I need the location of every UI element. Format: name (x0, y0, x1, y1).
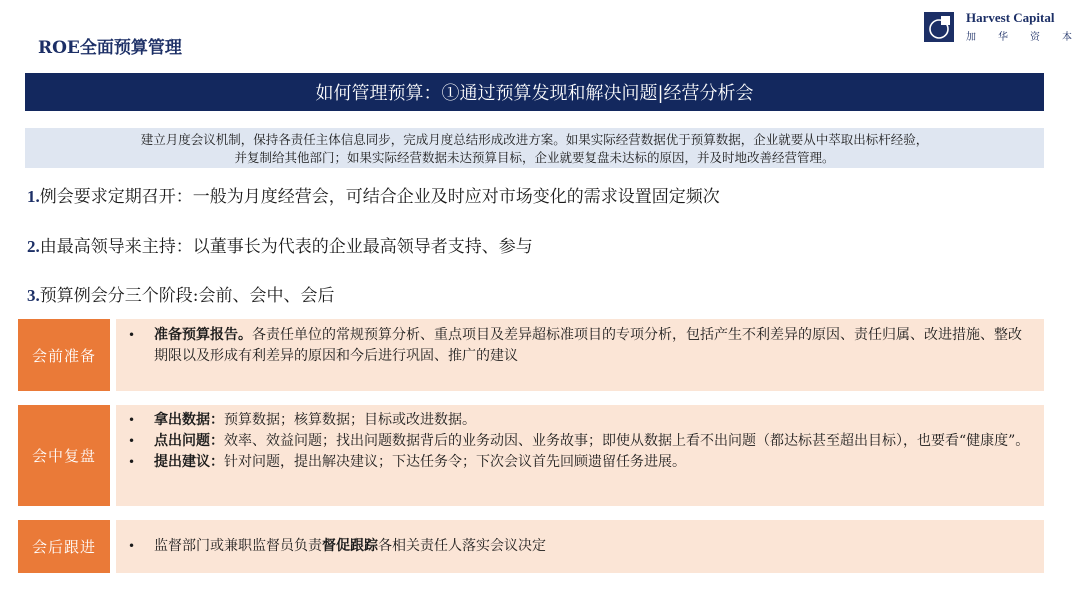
stage-label: 会前准备 (18, 319, 110, 391)
list-item: • 拿出数据：预算数据；核算数据；目标或改进数据。 (126, 410, 1034, 431)
list-item: • 准备预算报告。各责任单位的常规预算分析、重点项目及差异超标准项目的专项分析，包括产生不利差异的原因、责任归属、改进措施、整改期限以及形成有利差异的原因和今后进行巩固、推广的建议 (128, 327, 1022, 364)
stage-post-meeting (18, 520, 1044, 573)
point-3: 3.预算例会分三个阶段:会前、会中、会后 (27, 286, 335, 306)
intro-box (25, 128, 1044, 168)
bullet-icon: • (128, 539, 136, 553)
point-1: 1.例会要求定期召开：一般为月度经营会，可结合企业及时应对市场变化的需求设置固定频次 (27, 187, 720, 207)
bullet-icon: • (128, 434, 136, 448)
bullet-icon: • (128, 413, 136, 427)
stage-body (116, 405, 1044, 506)
logo-mark-icon (924, 12, 954, 42)
point-2: 2.由最高领导来主持：以董事长为代表的企业最高领导者支持、参与 (27, 237, 533, 257)
stage-pre-meeting (18, 319, 1044, 391)
stage-body (116, 520, 1044, 573)
stage-body (116, 319, 1044, 391)
bullet-icon: • (128, 328, 136, 342)
logo-text-cn: 加 华 资 本 (966, 32, 1072, 43)
stage-label: 会后跟进 (18, 520, 110, 573)
stage-label: 会中复盘 (18, 405, 110, 506)
stage-in-meeting (18, 405, 1044, 506)
list-item: • 监督部门或兼职监督员负责督促跟踪各相关责任人落实会议决定 (126, 536, 1034, 557)
list-item: • 点出问题：效率、效益问题；找出问题数据背后的业务动因、业务故事；即使从数据上看不出问题（都达标甚至超出目标），也要看“健康度”。 (126, 431, 1034, 452)
bullet-icon: • (128, 455, 136, 469)
company-logo (924, 10, 1074, 46)
section-banner: 如何管理预算：①通过预算发现和解决问题|经营分析会 (25, 73, 1044, 111)
intro-line-2: 并复制给其他部门；如果实际经营数据未达预算目标，企业就要复盘未达标的原因，并及时地改善经营管理。 (234, 150, 835, 165)
page-title: ROE全面预算管理 (38, 38, 182, 58)
list-item: • 提出建议：针对问题，提出解决建议；下达任务令；下次会议首先回顾遗留任务进展。 (126, 452, 1034, 473)
intro-line-1: 建立月度会议机制，保持各责任主体信息同步，完成月度总结形成改进方案。如果实际经营数据优于预算数据，企业就要从中萃取出标杆经验， (140, 132, 929, 147)
logo-text-en: Harvest Capital (966, 10, 1055, 25)
